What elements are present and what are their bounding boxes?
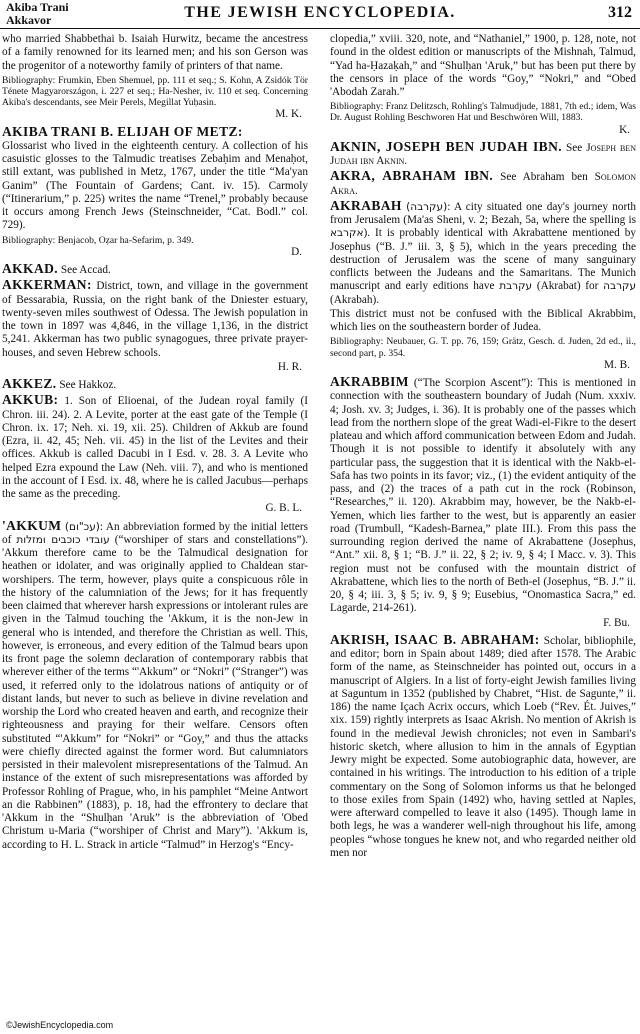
site-credit: ©JewishEncyclopedia.com (6, 1020, 114, 1030)
entry-heading: AKKEZ. (2, 376, 57, 392)
entry-akkez (2, 377, 308, 392)
entry-akrabbim (330, 375, 636, 616)
article-continuation: who married Shabbethai b. Isaiah Hurwitz, became the ancestress of a family renowned for its learned men; and his son Gerson was the progenitor of a noteworthy family of printers of that name. (2, 33, 308, 72)
entry-body: Glossarist who lived in the eighteenth century. A collection of his casuistic glosses to the Talmudic treatises Zebaḥim and Menaḥot, still extant, was published in Metz, 1767, under the title “Ma'yan Ganim” (The Fountain of Gardens; Cant. iv. 15). Carmoly (“Itinerarium,” p. 225) writes the name “Trenel,” probably because it occurs among French Jews (Steinschneider, “Cat. Bodl.” col. 729). (2, 139, 308, 232)
entry-akkub (2, 393, 308, 501)
running-head-first: Akiba Trani (6, 0, 69, 14)
author-signature: M. K. (275, 108, 302, 121)
entry-heading: AKRABAH (330, 197, 402, 213)
bibliography: Bibliography: Neubauer, G. T. pp. 76, 159; Grätz, Gesch. d. Juden, 2d ed., ii., second part, p. 354. (330, 336, 636, 359)
hebrew-text: עקרבת (499, 280, 533, 293)
entry-body: : A city situated one day's journey north from Jerusalem (Ma'as Sheni, v. 2; Bezah, 5a, where the spelling is (330, 200, 637, 227)
cross-reference-target: Solomon Akra. (330, 171, 637, 197)
entry-body: This district must not be confused with the Biblical Akrabbim, which lies on the southeastern border of Judea. (330, 307, 636, 334)
author-signature: F. Bu. (603, 616, 630, 629)
author-signature: M. B. (604, 358, 630, 371)
entry-heading: AKNIN, JOSEPH BEN JUDAH IBN. (330, 138, 563, 154)
entry-body: 1. Son of Elioenai, of the Judean royal family (I Chron. iii. 24). 2. A Levite, porter at the east gate of the Temple (I Chron. ix. 17; Neh. xi. 19, xii. 25). Children of Akkub are found (Ezra, ii. 42, 45; Neh. vii. 45) in the list of the Levites and their offices. Akkub is called Dacubi in I Esd. v. 28. 3. A Levite who helped Ezra expound the Law (Neh. viii. 7), and who is mentioned in the account of I Esd. ix. 48, where he is called Jacubus—perhaps the same as the preceding. (2, 395, 308, 501)
hebrew-text: (עכ"ום) (64, 520, 100, 533)
entry-heading: AKKERMAN: (2, 277, 92, 293)
publication-title: THE JEWISH ENCYCLOPEDIA. (184, 4, 456, 21)
cross-reference: See Hakkoz. (59, 379, 117, 392)
entry-body: (“worshiper of stars and constellations”). 'Akkum therefore came to be the Talmudical designation for heathen or idolater, and was originally applied to Chaldean star-worshipers. The term, however, plays quite a conspicuous rôle in the history of the calumniation of the Jews; for it has frequently been claimed that wherever harsh expressions or intolerant rules are given in the Talmud touching the 'Akkum, it is the non-Jew in general who is intended, and therefore the Christian as well. This, however, is erroneous, and every edition of the Talmud bears upon its front page the solemn declaration of contemporary rabbis that wherever either of the terms “'Akkum” or “Nokri” (“Stranger”) was used, it referred only to the idolatrous nations of antiquity or of distant lands, but never to such as believe in divine revelation and worship the Lord who created heaven and earth, and recognize their righteousness and praying for their welfare. Censors often substituted “'Akkum” for “Nokri” or “Goy,” and thus the attacks were chiefly directed against the former word. But calumniators persisted in their malevolent misrepresentations of the Talmud. An instance of the extent of such misrepresentations was afforded by Professor Rohling of Prague, who, in his pamphlet “Meine Antwort an die Rabbinen” (1883), p. 18, had the effrontery to declare that 'Akkum in the “Shulḥan 'Aruk” is the abbreviation of 'Obed Christum u-Maria (“worshiper of Christ and Mary”). 'Akkum is, according to H. L. Strack in article “Talmud” in Herzog's “Ency- (2, 533, 309, 851)
entry-heading: AKRABBIM (330, 374, 409, 390)
hebrew-text: (עקרבה) (406, 200, 448, 213)
right-column (330, 33, 636, 861)
entry-heading: AKKUB: (2, 392, 59, 408)
entry-body: : An abbreviation formed by the initial letters of (2, 520, 308, 546)
entry-akra (330, 169, 636, 198)
cross-reference: See Abraham ben (500, 171, 588, 184)
author-signature: H. R. (277, 360, 302, 373)
entry-body: (Akrabat) for (536, 280, 599, 293)
hebrew-text: אקרבא (330, 227, 364, 240)
running-head-last: Akkavor (6, 13, 52, 27)
article-continuation: clopedia,” xviii. 320, note, and “Nathaniel,” 1900, p. 128, note, not found in the oldest edition or manuscripts of the Mishnah, Talmud, “Yad ha-Ḥazaḳah,” and “Shulḥan 'Aruk,” but has been put there by the censors in place of the words “Goy,” “Nokri,” and “Obed 'Abodah Zarah.” (330, 33, 636, 98)
page-number: 312 (608, 4, 632, 21)
hebrew-text: עובדי כוכבים ומזלות (16, 533, 110, 546)
entry-heading: 'AKKUM (2, 517, 62, 533)
running-header (0, 0, 640, 30)
entry-body: District, town, and village in the government of Bessarabia, Russia, on the right bank of the Dniester estuary, twenty-seven miles southwest of Odessa. The Jewish population in the town in 1897 was 4,846, in the village 1,136, in the district 5,241. Akkerman has two public synagogues, three private prayer-houses, and seven Hebrew schools. (2, 280, 308, 359)
bibliography: Bibliography: Franz Delitzsch, Rohling's Talmudjude, 1881, 7th ed.; idem, Was Dr. August Rohling Beschworen Hat und Beschwören Will, 1883. (330, 101, 636, 124)
cross-reference-target: Joseph ben Judah ibn Aknin. (330, 141, 637, 168)
author-signature: G. B. L. (265, 502, 302, 515)
author-signature: D. (291, 245, 302, 258)
entry-aknin (330, 140, 636, 169)
entry-akiba-trani (2, 125, 308, 233)
entry-heading: AKIBA TRANI B. ELIJAH OF METZ: (2, 123, 243, 139)
entry-body: ). It is probably identical with Akrabattene mentioned by Josephus (“B. J.” iii. 3, § 5), which in the years preceding the destruction of Jerusalem was the scene of many sanguinary conflicts between the Judeans and the Samaritans. The Munich manuscript and early editions have (330, 227, 636, 293)
entry-heading: AKRA, ABRAHAM IBN. (330, 168, 494, 184)
entry-body: (“The Scorpion Ascent”): This is mentioned in connection with the southeastern boundary of Judah (Num. xxxiv. 4; Josh. xv. 3; Judges, i. 36). It is probably one of the passes which lead from the northern slope of the great Wadi-el-Fikre to the desert plateau and which afford communication between Edom and Judah. Though it is not possible to identify it absolutely with any particular pass, the suggestion that it is identical with the Nakb-el-Safa has two points in its favor; viz., (1) the evident antiquity of the pass, and (2) the traces of a path cut in the rock (Robinson, “Researches,” ii. 120). Akrabbim may, however, be the Nakb-el-Yemen, which lies farther to the west, but is apparently an easier road (Trumbull, “Kadesh-Barnea,” plate III.). From this pass the surrounding region derived the name of Akrabattene (Josephus, “Ant.” xii. 8, § 1; “B. J.” ii. 22, § 2; iv. 9, § 4; I Macc. v. 3). This region must not be confused with the mountain district of Akrabattene, which lies to the north of Beth-el (Josephus, “B. J.” ii. 20, § 4; iii. 3, § 5; iv. 9, § 9; Eusebius, “Onomastica Sacra,” ed. Lagarde, 214-261). (330, 377, 636, 615)
cross-reference: See (566, 141, 583, 154)
cross-reference: See Accad. (60, 264, 111, 277)
entry-akkerman (2, 278, 308, 360)
bibliography: Bibliography: Frumkin, Eben Shemuel, pp. 111 et seq.; S. Kohn, A Zsidók Tör Ténete Magyarországon, i. 227 et seq.; Ha-Nesher, iv. 110 et seq. Concerning Akiba's descendants, see Meir Perels, Megillat Yuḥasin. (2, 74, 308, 109)
entry-akrish (330, 633, 636, 860)
hebrew-text: עקרבה (603, 280, 637, 293)
header-rule (0, 28, 640, 29)
entry-akkad (2, 262, 308, 277)
entry-body: Scholar, bibliophile, and editor; born in Spain about 1489; died after 1578. The Arabic form of the name, as Steinschneider has pointed out, occurs in a manuscript of Algiers. In a list of forty-eight Jewish families living at Saguntum in 1352 (published by Chabret, “Hist. de Sagunte,” ii. 186) the name Içach Acrix occurs, which Loeb (“Rev. Ét. Juives,” xix. 159) rightly interprets as Isaac Akrish. No mention of Akrish is found in the medieval Jewish chronicles; not even in Sambari's historic sketch, where allusion to him in the annals of Egyptian Jewry might be expected. Some autobiographic data, however, are contained in his writings. The introduction to his edition of a triple commentary on the Song of Solomon informs us that he belonged to those exiles from Spain (1492) who, having settled at Naples, were afterward compelled to leave it also (1495). Though lame in both legs, he was a wanderer well-nigh throughout his life, among peoples “whose tongues he knew not, and who regarded neither old men nor (330, 634, 636, 859)
entry-heading: AKRISH, ISAAC B. ABRAHAM: (330, 631, 540, 647)
entry-akrabah (330, 199, 636, 307)
left-column (2, 33, 308, 853)
author-signature: K. (619, 123, 630, 136)
entry-heading: AKKAD. (2, 261, 59, 277)
entry-body: (Akrabah). (330, 293, 380, 306)
bibliography: Bibliography: Benjacob, Oẓar ha-Sefarim, p. 349. (2, 234, 194, 246)
entry-akkum (2, 519, 308, 852)
